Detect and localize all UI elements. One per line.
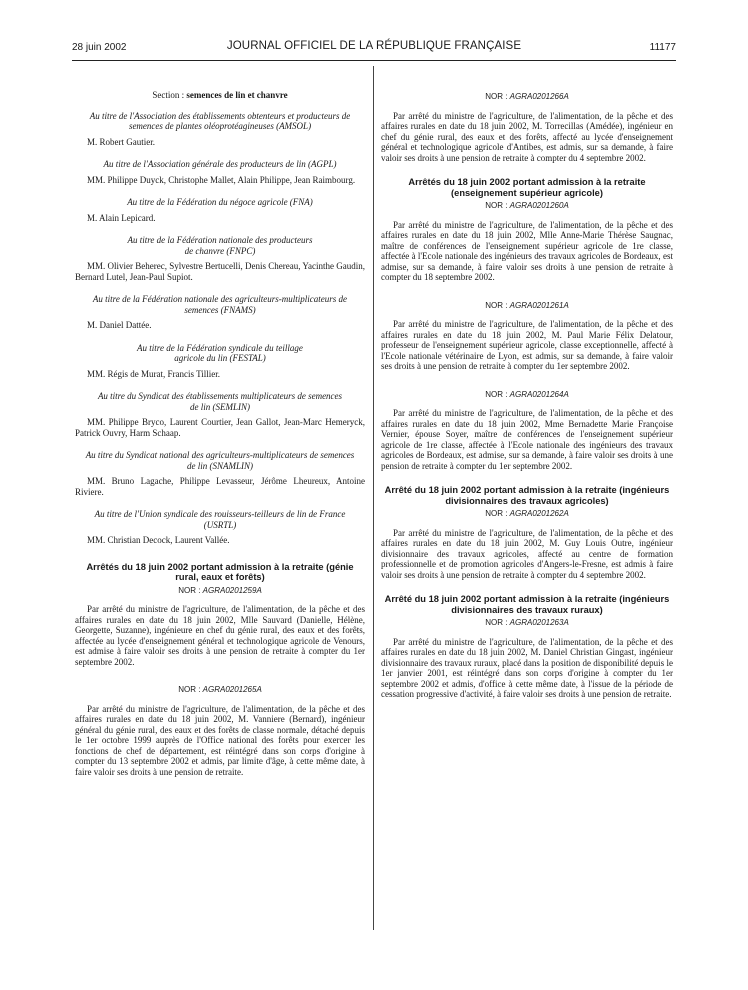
heading: Arrêté du 18 juin 2002 portant admission à la retraite (ingénieurs divisionnaires des travaux agricoles) bbox=[384, 485, 670, 506]
nor-reference bbox=[75, 685, 365, 696]
group-members: MM. Régis de Murat, Francis Tillier. bbox=[87, 368, 221, 379]
nor-code: AGRA0201264A bbox=[509, 389, 569, 399]
decree-text: Par arrêté du ministre de l'agriculture, de l'alimentation, de la pêche et des affaires rurales en date du 18 juin 2002, Mlle Sauvard (Danielle, Hélène, Georgette, Suzanne), ingénieure en chef du génie rural, des eaux et des forêts, affectée au lycée d'enseignement général et technologique agricole de Venours, est admise à faire valoir ses droits à une pension de retraite à compter du 1er septembre 2002. bbox=[75, 604, 365, 667]
nor-reference bbox=[381, 390, 673, 401]
group-title: Au titre de l'Association générale des producteurs de lin (AGPL) bbox=[103, 159, 337, 169]
issue-date: 28 juin 2002 bbox=[72, 42, 127, 53]
heading: Arrêtés du 18 juin 2002 portant admission à la retraite (génie rural, eaux et forêts) bbox=[86, 561, 354, 582]
nor-label: NOR : bbox=[485, 201, 510, 210]
group-members: MM. Philippe Bryco, Laurent Courtier, Jean Gallot, Jean-Marc Hemeryck, Patrick Ouvry, Harm Schaap. bbox=[75, 417, 365, 438]
nor-reference bbox=[381, 92, 673, 103]
decree-text: Par arrêté du ministre de l'agriculture, de l'alimentation, de la pêche et des affaires rurales en date du 18 juin 2002, M. Vanniere (Bernard), ingénieur général du génie rural, des eaux et des forêts de classe normale, détaché depuis le 1er octobre 1999 auprès de l'Office national des forêts pour exercer les fonctions de chef de département, est réintégré dans son corps d'origine à compter du 13 septembre 2002 et admis, par limite d'âge, à cette même date, à faire valoir ses droits à une pension de retraite. bbox=[75, 703, 365, 777]
group-members: MM. Christian Decock, Laurent Vallée. bbox=[87, 535, 230, 545]
nor-reference bbox=[381, 201, 673, 212]
journal-title: JOURNAL OFFICIEL DE LA RÉPUBLIQUE FRANÇAISE bbox=[226, 40, 522, 52]
group-members: MM. Olivier Beherec, Sylvestre Bertucelli, Denis Chereau, Yacinthe Gaudin, Bernard Lutel, Jean-Paul Supiot. bbox=[75, 261, 365, 282]
group-title: Au titre de l'Association des établissements obtenteurs et producteurs de semences de plantes oléoprotéagineuses (AMSOL) bbox=[89, 110, 351, 131]
header-rule bbox=[72, 60, 676, 61]
nor-reference bbox=[381, 618, 673, 629]
nor-code: AGRA0201261A bbox=[509, 300, 569, 310]
heading: Arrêté du 18 juin 2002 portant admission à la retraite (ingénieurs divisionnaires des travaux ruraux) bbox=[384, 594, 670, 615]
section-title bbox=[75, 90, 365, 101]
decree-text: Par arrêté du ministre de l'agriculture, de l'alimentation, de la pêche et des affaires rurales en date du 18 juin 2002, M. Torrecillas (Amédée), ingénieur en chef du génie rural, des eaux et des forêts, affecté au lycée d'enseignement général et technologique agricole d'Antibes, est admis, sur sa demande, à faire valoir ses droits à une pension de retraite à compter du 4 septembre 2002. bbox=[381, 110, 673, 163]
group-members: MM. Bruno Lagache, Philippe Levasseur, Jérôme Lheureux, Antoine Riviere. bbox=[75, 476, 365, 497]
nor-reference bbox=[381, 301, 673, 312]
heading: Arrêtés du 18 juin 2002 portant admission à la retraite (enseignement supérieur agricole) bbox=[408, 177, 646, 198]
group-members: M. Alain Lepicard. bbox=[87, 212, 156, 223]
nor-reference bbox=[75, 586, 365, 597]
group-members: M. Robert Gautier. bbox=[87, 136, 155, 147]
decree-text: Par arrêté du ministre de l'agriculture, de l'alimentation, de la pêche et des affaires rurales en date du 18 juin 2002, Mlle Anne-Marie Thérèse Saugnac, maître de conférences de l'enseignement supérieur agricole de 1re classe, affectée à l'Ecole nationale des ingénieurs des travaux agricoles de Bordeaux, est admise, sur sa demande, à faire valoir ses droits à une pension de retraite à compter du 18 septembre 2002. bbox=[381, 219, 673, 282]
group-members: MM. Philippe Duyck, Christophe Mallet, Alain Philippe, Jean Raimbourg. bbox=[87, 174, 356, 185]
nor-code: AGRA0201262A bbox=[509, 509, 569, 518]
left-column bbox=[75, 64, 365, 777]
nor-label: NOR : bbox=[485, 509, 510, 518]
page-number: 11177 bbox=[649, 42, 676, 53]
group-title: Au titre de la Fédération nationale des agriculteurs-multiplicateurs de semences (FNAMS) bbox=[92, 294, 348, 315]
group-members: M. Daniel Dattée. bbox=[87, 320, 152, 330]
nor-label: NOR : bbox=[485, 618, 510, 627]
nor-label: NOR : bbox=[485, 300, 510, 310]
decree-text: Par arrêté du ministre de l'agriculture, de l'alimentation, de la pêche et des affaires rurales en date du 18 juin 2002, M. Guy Louis Outre, ingénieur divisionnaire des travaux agricoles, affecté au centre de formation professionnelle et de promotion agricoles d'Angers-le-Fresne, est admis à faire valoir ses droits à une pension de retraite à compter du 4 septembre 2002. bbox=[381, 527, 673, 580]
decree-text: Par arrêté du ministre de l'agriculture, de l'alimentation, de la pêche et des affaires rurales en date du 18 juin 2002, M. Paul Marie Félix Delatour, professeur de l'enseignement supérieur agricole, classe exceptionnelle, affecté à l'Ecole nationale vétérinaire de Lyon, est admis, sur sa demande, à faire valoir ses droits à une pension de retraite à compter du 1er septembre 2002. bbox=[381, 319, 673, 371]
section-name: semences de lin et chanvre bbox=[186, 90, 288, 100]
nor-code: AGRA0201260A bbox=[509, 201, 569, 210]
decree-text: Par arrêté du ministre de l'agriculture, de l'alimentation, de la pêche et des affaires rurales en date du 18 juin 2002, M. Daniel Christian Gingast, ingénieur divisionnaire des travaux ruraux, placé dans la position de disponibilité depuis le 1er janvier 2001, est réintégré dans son corps d'origine à compter du 1er septembre 2002 et admis, d'office à cette même date, à l'issue de la période de cessation progressive d'activité, à faire valoir ses droits à une pension de retraite. bbox=[381, 636, 673, 699]
right-column bbox=[381, 64, 673, 700]
nor-label: NOR : bbox=[485, 92, 510, 101]
group-title: Au titre de la Fédération du négoce agricole (FNA) bbox=[127, 197, 313, 207]
group-title: Au titre du Syndicat national des agriculteurs-multiplicateurs de semences de lin (SNAMLIN) bbox=[85, 450, 355, 471]
section-prefix: Section : bbox=[152, 90, 187, 100]
column-divider bbox=[373, 66, 374, 930]
group-title: Au titre de la Fédération syndicale du teillage agricole du lin (FESTAL) bbox=[137, 342, 303, 363]
nor-reference bbox=[381, 509, 673, 520]
group-title: Au titre de la Fédération nationale des producteurs de chanvre (FNPC) bbox=[127, 235, 313, 256]
decree-text: Par arrêté du ministre de l'agriculture, de l'alimentation, de la pêche et des affaires rurales en date du 18 juin 2002, Mme Bernadette Marie Françoise Vernier, épouse Soyer, maître de conférences de l'enseignement supérieur agricole de 1re classe, affectée à l'Ecole nationale des ingénieurs des travaux agricoles de Bordeaux, est admise, sur sa demande, à faire valoir ses droits à une pension de retraite à compter du 1er septembre 2002. bbox=[381, 408, 673, 471]
group-title: Au titre de l'Union syndicale des rouisseurs-teilleurs de lin de France (USRTL) bbox=[94, 509, 346, 530]
nor-code: AGRA0201266A bbox=[509, 92, 569, 101]
nor-code: AGRA0201259A bbox=[202, 585, 262, 595]
nor-code: AGRA0201263A bbox=[509, 618, 569, 627]
group-title: Au titre du Syndicat des établissements multiplicateurs de semences de lin (SEMLIN) bbox=[97, 391, 343, 412]
nor-label: NOR : bbox=[178, 685, 203, 694]
nor-label: NOR : bbox=[485, 389, 510, 399]
page-header bbox=[72, 40, 676, 56]
nor-code: AGRA0201265A bbox=[202, 685, 262, 694]
nor-label: NOR : bbox=[178, 585, 203, 595]
